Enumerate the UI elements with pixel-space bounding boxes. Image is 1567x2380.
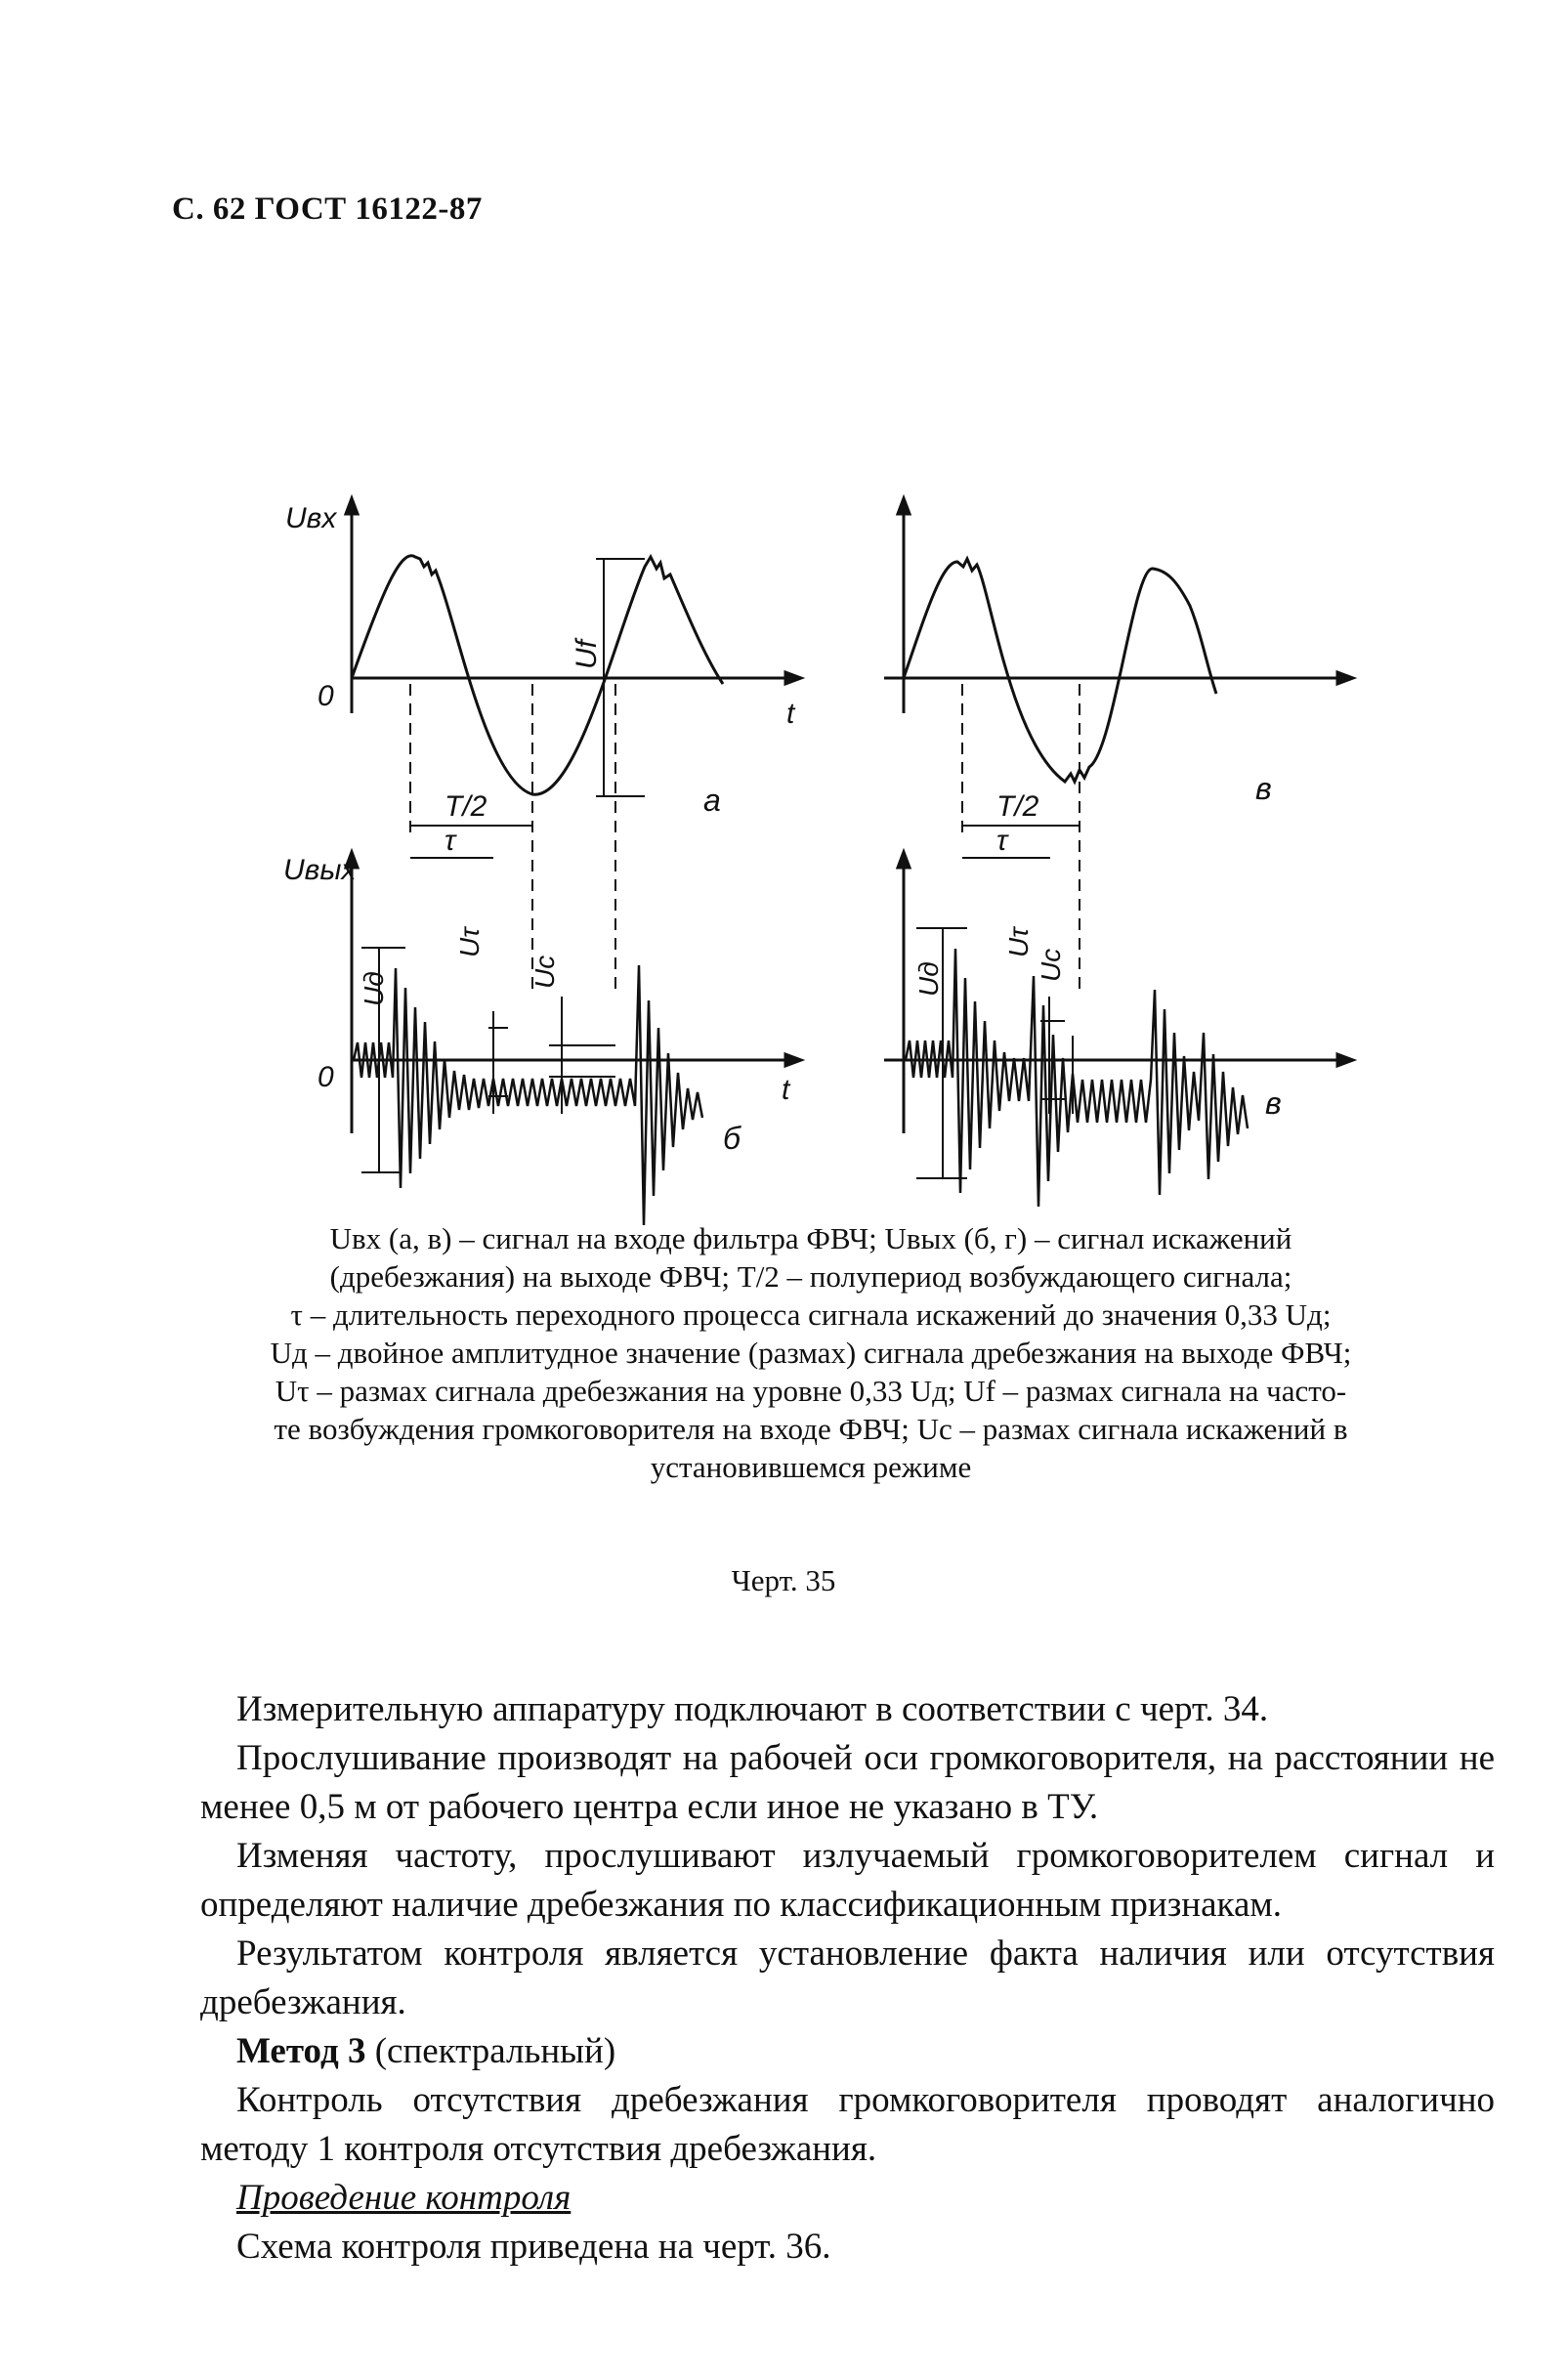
left-output-origin-label: 0: [318, 1061, 334, 1093]
left-half-period-label: T/2: [445, 790, 487, 823]
figure-number: Черт. 35: [731, 1563, 836, 1597]
left-tau-label: τ: [445, 825, 456, 857]
left-origin-label: 0: [318, 680, 334, 712]
paragraph: Измерительную аппаратуру подключают в соответствии с черт. 34.: [236, 1689, 1269, 1729]
paragraph: Результатом контроля является установление факта наличия или отсутствия дребезжания.: [200, 1934, 1495, 2022]
paragraph: Схема контроля приведена на черт. 36.: [236, 2227, 831, 2267]
right-ud-label: Uд: [913, 961, 944, 997]
section-heading: Проведение контроля: [236, 2178, 572, 2218]
right-output-wave: [906, 949, 1248, 1207]
oscillogram-figure: [283, 489, 1446, 1172]
paragraph: Изменяя частоту, прослушивают излучаемый громкоговорителем сигнал и определяют наличие дребезжания по классификационным признакам.: [200, 1836, 1495, 1925]
left-input-panel-letter: а: [703, 783, 721, 818]
left-input-axis-label: Uвх: [285, 502, 337, 534]
right-tau-label: τ: [996, 825, 1008, 857]
paragraph: Контроль отсутствия дребезжания громкоговорителя проводят аналогично методу 1 контроля отсутствия дребезжания.: [200, 2080, 1495, 2169]
caption-line: Uд – двойное амплитудное значение (размах) сигнала дребезжания на выходе ФВЧ;: [270, 1336, 1352, 1370]
left-output-wave: [354, 965, 702, 1225]
left-output-time-label: t: [782, 1074, 790, 1106]
caption-line: установившемся режиме: [650, 1450, 972, 1484]
method-heading: Метод 3 (спектральный): [236, 2031, 616, 2071]
right-input-wave: [904, 559, 1216, 782]
caption-line: Uвх (а, в) – сигнал на входе фильтра ФВЧ; Uвых (б, г) – сигнал искажений: [329, 1221, 1292, 1255]
left-output-panel-letter: б: [723, 1121, 741, 1156]
caption-line: те возбуждения громкоговорителя на входе ФВЧ; Uc – размах сигнала искажений в: [274, 1412, 1348, 1446]
figure-caption: [147, 1219, 1475, 1486]
right-half-period-label: T/2: [996, 790, 1039, 823]
left-ud-label: Uд: [359, 971, 389, 1006]
left-uf-label: Uf: [571, 640, 603, 669]
left-uc-label: Uc: [529, 955, 560, 989]
caption-line: τ – длительность переходного процесса сигнала искажений до значения 0,33 Uд;: [290, 1297, 1332, 1332]
left-input-wave: [352, 556, 723, 794]
paragraph: Прослушивание производят на рабочей оси громкоговорителя, на расстоянии не менее 0,5 м от рабочего центра если иное не указано в ТУ.: [200, 1738, 1495, 1827]
caption-line: (дребезжания) на выходе ФВЧ; T/2 – полупериод возбуждающего сигнала;: [329, 1259, 1292, 1294]
caption-line: Uτ – размах сигнала дребезжания на уровне 0,33 Uд; Uf – размах сигнала на часто-: [275, 1374, 1347, 1408]
body-text: [200, 1685, 1495, 2272]
left-output-axis-label: Uвых: [283, 854, 357, 886]
right-output-panel-letter: в: [1265, 1085, 1282, 1121]
right-ut-label: Uτ: [1003, 927, 1034, 957]
left-ut-label: Uτ: [454, 927, 485, 957]
page-header: С. 62 ГОСТ 16122-87: [172, 191, 483, 227]
left-time-label: t: [786, 698, 795, 730]
right-input-panel-letter: в: [1255, 771, 1272, 806]
right-uc-label: Uc: [1036, 948, 1066, 982]
